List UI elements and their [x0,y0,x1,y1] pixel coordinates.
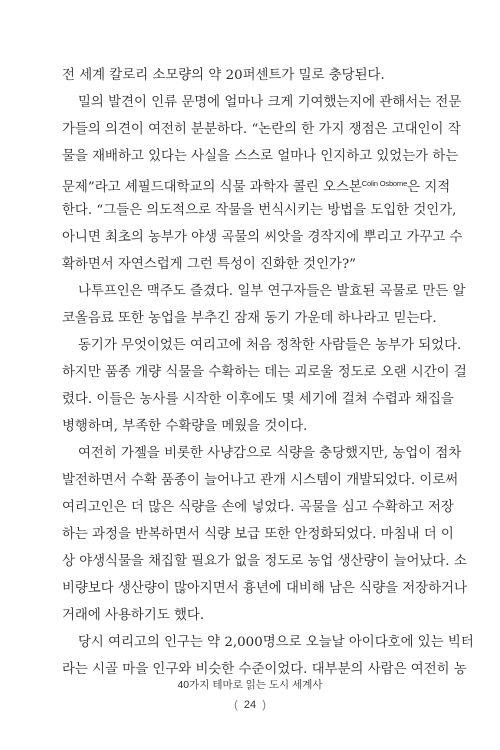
body-line: 거래에 사용하기도 했다. [62,608,205,623]
body-line: 나투프인은 맥주도 즐겼다. 일부 연구자들은 발효된 곡물로 만든 알 [78,284,466,299]
body-line: 코올음료 또한 농업을 부추긴 잠재 동기 가운데 하나라고 믿는다. [62,311,437,326]
body-line: 비량보다 생산량이 많아지면서 흉년에 대비해 남은 식량을 저장하거나 [62,581,467,596]
body-line: 하지만 품종 개량 식물을 수확하는 데는 괴로울 정도로 오랜 시간이 걸 [62,365,467,380]
body-line-text: 문제”라고 셰필드대학교의 식물 과학자 콜린 오스본 [62,180,362,195]
body-line: 라는 시골 마을 인구와 비슷한 수준이었다. 대부분의 사람은 여전히 농 [62,662,467,677]
page-number: 24 [243,699,257,711]
body-line: 렸다. 이들은 농사를 시작한 이후에도 몇 세기에 걸쳐 수렵과 채집을 [62,392,454,407]
body-line: 하는 과정을 반복하면서 식량 보급 또한 안정화되었다. 마침내 더 이 [62,527,454,542]
body-line: 여리고인은 더 많은 식량을 손에 넣었다. 곡물을 심고 수확하고 저장 [62,500,454,515]
body-line: 가들의 의견이 여전히 분분하다. “논란의 한 가지 쟁점은 고대인이 작 [62,122,461,137]
page-number-close-paren: ) [262,699,266,711]
body-line: 여전히 가젤을 비롯한 사냥감으로 식량을 충당했지만, 농업이 점차 [78,446,462,461]
page-number-open-paren: ( [234,699,238,711]
body-line: 한다. “그들은 의도적으로 작물을 번식시키는 방법을 도입한 것인가, [62,203,457,218]
body-line: 당시 여리고의 인구는 약 2,000명으로 오늘날 아이다호에 있는 빅터 [78,635,474,650]
body-line-tail: 은 지적 [407,180,451,195]
body-line: 전 세계 칼로리 소모량의 약 20퍼센트가 밀로 충당된다. [62,68,385,83]
body-line-with-name [62,174,451,198]
body-line: 발전하면서 수확 품종이 늘어나고 관개 시스템이 개발되었다. 이로써 [62,473,459,488]
body-line: 밀의 발견이 인류 문명에 얼마나 크게 기여했는지에 관해서는 전문 [78,95,462,110]
body-line: 아니면 최초의 농부가 야생 곡물의 씨앗을 경작지에 뿌리고 가꾸고 수 [62,230,463,245]
body-line: 병행하며, 부족한 수확량을 메웠을 것이다. [62,419,308,434]
running-title: 40가지 테마로 읽는 도시 세계사 [177,679,323,691]
body-line: 확하면서 자연스럽게 그런 특성이 진화한 것인가?” [62,257,357,272]
author-name-superscript: Colin Osborne [361,179,408,188]
body-line: 상 야생식물을 채집할 필요가 없을 정도로 농업 생산량이 늘어났다. 소 [62,554,467,569]
body-line: 물을 재배하고 있다는 사실을 스스로 얼마나 인지하고 있었는가 하는 [62,149,459,164]
body-line: 동기가 무엇이었든 여리고에 처음 정착한 사람들은 농부가 되었다. [78,338,462,353]
page-number-footer [0,699,500,711]
